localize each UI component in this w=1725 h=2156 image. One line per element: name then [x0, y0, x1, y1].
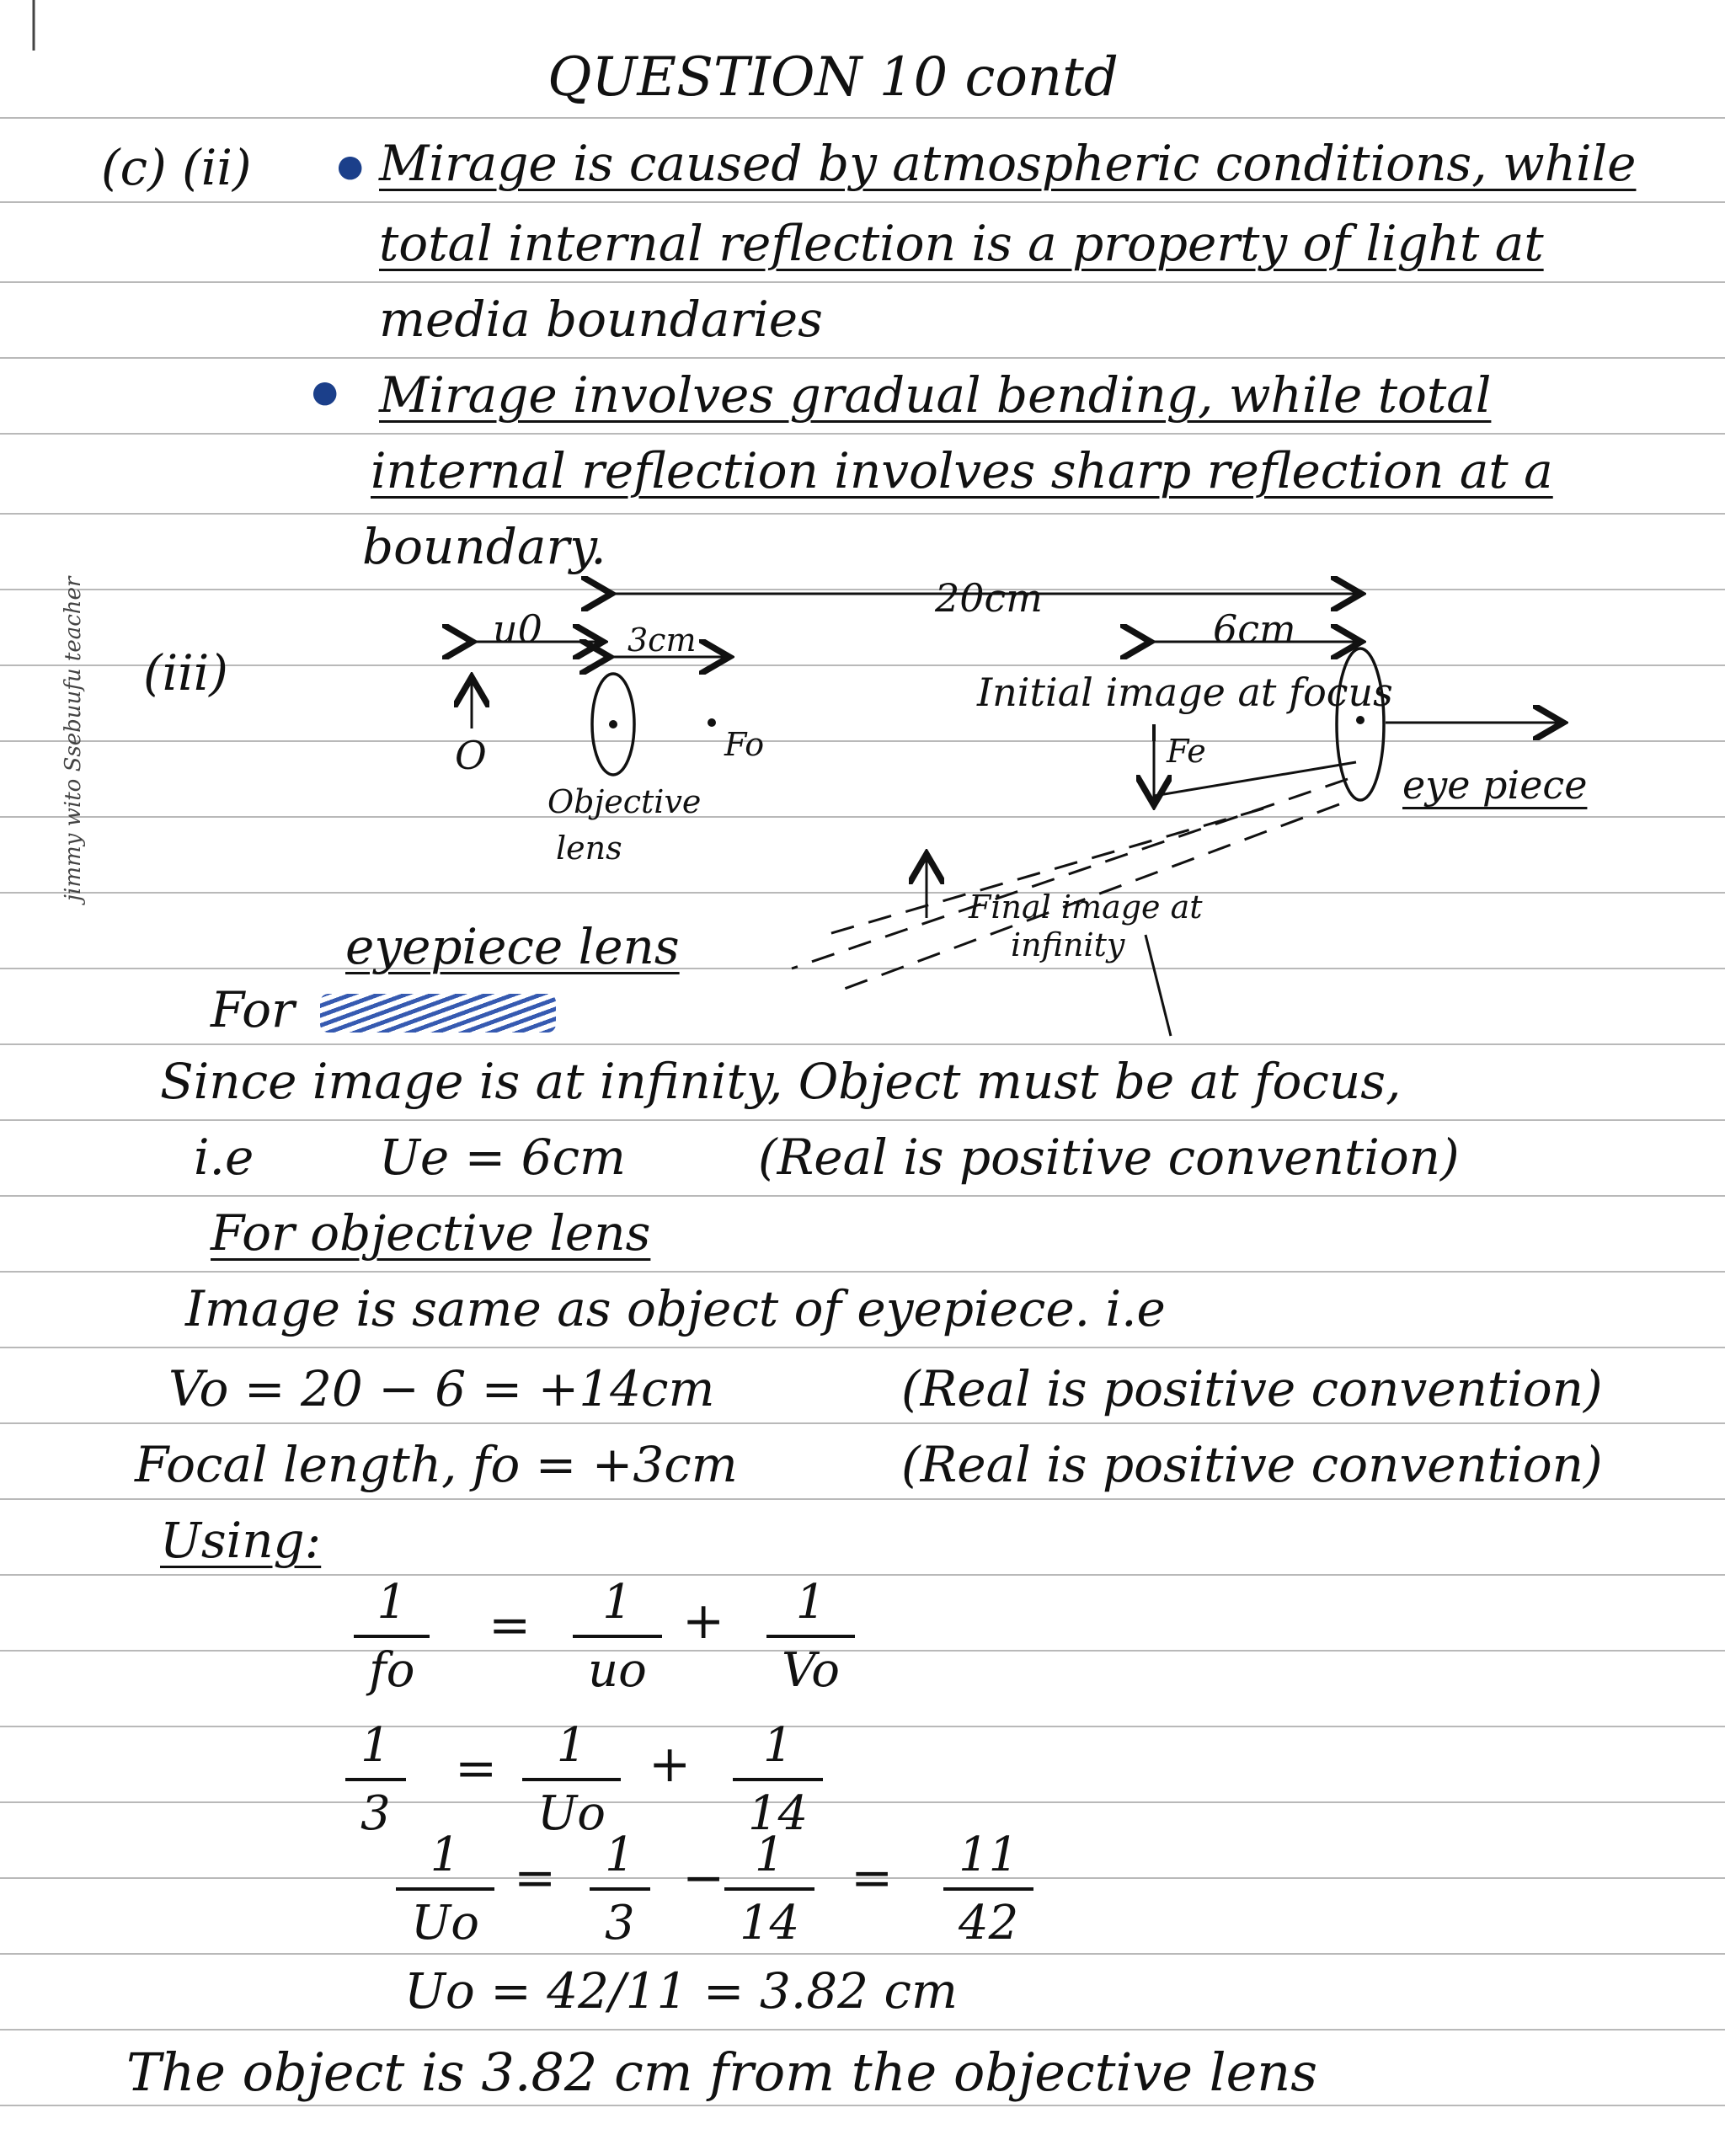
eq2-op: +: [649, 1735, 692, 1794]
line-focal-note: (Real is positive convention): [901, 1436, 1603, 1493]
eq3-op: =: [851, 1849, 894, 1908]
line-using: Using:: [160, 1512, 322, 1569]
margin-note: jimmy wito Ssebuufu teacher: [61, 576, 86, 901]
eq1-a-num: 1: [573, 1575, 662, 1638]
line-ue-note: (Real is positive convention): [758, 1129, 1460, 1186]
label-final-image-infinity: infinity: [1011, 926, 1125, 963]
label-fe: Fe: [1167, 733, 1206, 770]
label-initial-image: Initial image at focus: [977, 670, 1393, 715]
eq1-left-den: fo: [369, 1643, 415, 1698]
eq2-left: [345, 1718, 406, 1841]
eq3-a-den: 3: [605, 1896, 635, 1951]
eq1-a: [573, 1575, 662, 1698]
label-object: O: [455, 733, 487, 778]
label-6cm: 6cm: [1213, 606, 1296, 652]
eq2-a: [522, 1718, 621, 1841]
label-final-image: Final image at: [969, 889, 1203, 926]
line-since: Since image is at infinity, Object must be at focus,: [160, 1053, 1402, 1110]
crossed-out-text: [320, 994, 556, 1033]
eq3-c-den: 42: [959, 1896, 1019, 1951]
eq2-a-num: 1: [522, 1718, 621, 1781]
eq1-op: +: [682, 1592, 725, 1651]
line-vo: Vo = 20 − 6 = +14cm: [168, 1360, 715, 1417]
eq2-a-den: Uo: [537, 1786, 606, 1841]
eq3-a: [590, 1828, 650, 1951]
eq3-c-num: 11: [943, 1828, 1033, 1891]
label-fo: Fo: [724, 726, 765, 763]
section-label: (c) (ii): [101, 139, 252, 196]
for-label: For: [211, 981, 295, 1038]
bullet-2-line-1: Mirage involves gradual bending, while total: [379, 366, 1492, 424]
eq1-a-den: uo: [588, 1643, 647, 1698]
conclusion: The object is 3.82 cm from the objective lens: [126, 2041, 1318, 2103]
label-3cm: 3cm: [628, 622, 697, 659]
line-vo-note: (Real is positive convention): [901, 1360, 1603, 1417]
pointer-line: [1146, 935, 1171, 1036]
label-objective-lens: lens: [556, 830, 622, 867]
line-image-same: Image is same as object of eyepiece. i.e: [185, 1280, 1166, 1337]
label-u0: u0: [493, 606, 542, 652]
objective-center: [609, 720, 617, 728]
eq4: Uo = 42/11 = 3.82 cm: [404, 1962, 958, 2020]
eq3-a-num: 1: [590, 1828, 650, 1891]
bullet-1-line-1: Mirage is caused by atmospheric conditions, while: [379, 135, 1637, 192]
eq3-op: −: [682, 1849, 725, 1908]
eq3-left-num: 1: [396, 1828, 494, 1891]
line-ue: Ue = 6cm: [379, 1129, 627, 1186]
eq2-left-den: 3: [360, 1786, 391, 1841]
eq2-b-num: 1: [733, 1718, 823, 1781]
eq3-op: =: [514, 1849, 557, 1908]
label-20cm: 20cm: [935, 575, 1043, 621]
bullet-2-line-3: boundary.: [362, 518, 606, 575]
eq2-left-num: 1: [345, 1718, 406, 1781]
bullet-1-line-2: total internal reflection is a property of light at: [379, 215, 1544, 272]
page-title: QUESTION 10 contd: [547, 46, 1119, 109]
bullet-1-line-3: media boundaries: [379, 291, 823, 348]
eq3-b-den: 14: [740, 1896, 800, 1951]
heading-objective: For objective lens: [211, 1204, 651, 1262]
eq1-op: =: [489, 1596, 531, 1655]
bullet-dot: ●: [337, 149, 364, 184]
bullet-2-line-2: internal reflection involves sharp reflection at a: [371, 442, 1553, 499]
focus-point-objective: [708, 718, 716, 727]
eq1-left: [354, 1575, 430, 1698]
eq1-b-num: 1: [766, 1575, 855, 1638]
eyepiece-center: [1356, 716, 1365, 724]
label-objective: Objective: [547, 783, 702, 820]
eq1-b-den: Vo: [782, 1643, 841, 1698]
heading-eyepiece: eyepiece lens: [345, 918, 680, 975]
eq3-b-num: 1: [724, 1828, 814, 1891]
eq3-b: [724, 1828, 814, 1951]
part-label-iii: (iii): [143, 644, 228, 702]
eq2-op: =: [455, 1739, 498, 1798]
eq1-b: [766, 1575, 855, 1698]
eq2-b: [733, 1718, 823, 1841]
eq2-b-den: 14: [748, 1786, 809, 1841]
line-focal: Focal length, fo = +3cm: [135, 1436, 738, 1493]
bullet-dot: ●: [312, 375, 339, 409]
eq3-left: [396, 1828, 494, 1951]
eq1-left-num: 1: [354, 1575, 430, 1638]
line-ie: i.e: [194, 1129, 254, 1186]
label-eyepiece: eye piece: [1402, 762, 1588, 808]
eq3-c: [943, 1828, 1033, 1951]
eq3-left-den: Uo: [411, 1896, 479, 1951]
